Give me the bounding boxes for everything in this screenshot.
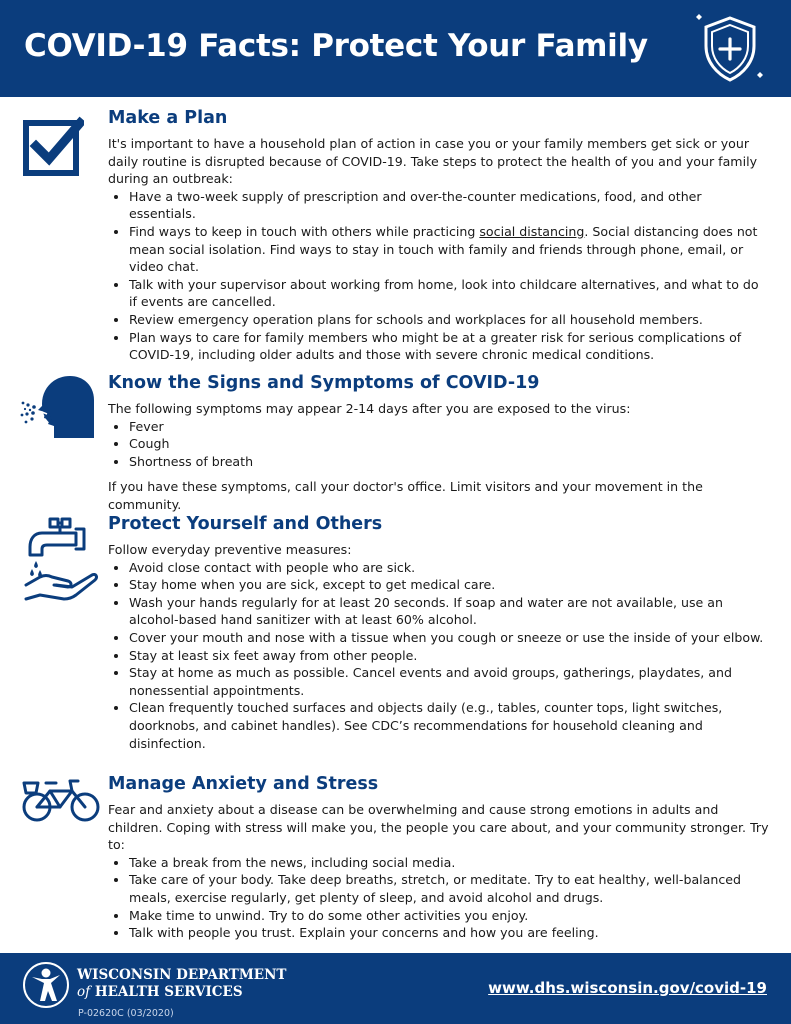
bicycle-icon: [20, 775, 102, 825]
list-item: • Stay at least six feet away from other people.: [129, 647, 770, 665]
checkbox-check-icon: [22, 116, 84, 178]
list-item: • Fever: [129, 418, 770, 436]
org-name: [77, 967, 286, 1001]
list-item: • Avoid close contact with people who are sick.: [129, 559, 770, 577]
section-title: Manage Anxiety and Stress: [108, 774, 379, 794]
bullet-list: [108, 559, 770, 753]
bullet-list: [108, 188, 770, 364]
coughing-person-icon: [20, 374, 100, 440]
section-intro: The following symptoms may appear 2-14 days after you are exposed to the virus:: [108, 401, 631, 416]
header-banner: [0, 0, 791, 97]
org-line-2-text: HEALTH SERVICES: [94, 984, 243, 1000]
list-item: • Cover your mouth and nose with a tissue when you cough or sneeze or use the inside of your elbow.: [129, 629, 770, 647]
list-item: [129, 223, 770, 276]
list-item: • Make time to unwind. Try to do some other activities you enjoy.: [129, 907, 770, 925]
list-item: • Plan ways to care for family members who might be at a greater risk for serious complications of COVID-19, including older adults and those with severe chronic medical conditions.: [129, 329, 770, 364]
org-line-2: [77, 984, 286, 1001]
section-intro: Fear and anxiety about a disease can be overwhelming and cause strong emotions in adults and children. Coping with stress will make you, the people you care about, and your community stronger. Try to:: [108, 802, 769, 853]
list-item: • Take care of your body. Take deep breaths, stretch, or meditate. Try to eat healthy, well-balanced meals, exercise regularly, get plenty of sleep, and avoid alcohol and drugs.: [129, 871, 770, 906]
section-title: Know the Signs and Symptoms of COVID-19: [108, 373, 540, 393]
dhs-person-logo-icon: [22, 961, 70, 1009]
list-item: • Clean frequently touched surfaces and objects daily (e.g., tables, counter tops, light switches, doorknobs, and cabinet handles). See CDC’s recommendations for household cleaning and disinfection.: [129, 699, 770, 752]
section-outro: If you have these symptoms, call your doctor's office. Limit visitors and your movement in the community.: [108, 479, 703, 512]
page-title: COVID-19 Facts: Protect Your Family: [24, 28, 648, 64]
list-item: • Stay home when you are sick, except to get medical care.: [129, 576, 770, 594]
list-item-text: . Social distancing does not mean social isolation. Find ways to stay in touch with family and friends through phone, email, or video chat.: [129, 223, 758, 275]
social-distancing-link[interactable]: social distancing: [479, 223, 585, 239]
section-title: Protect Yourself and Others: [108, 514, 383, 534]
org-of: of: [77, 984, 91, 1000]
shield-plus-icon: [690, 8, 770, 88]
list-item: • Have a two-week supply of prescription and over-the-counter medications, food, and other essentials.: [129, 188, 770, 223]
publication-code: P-02620C (03/2020): [78, 1008, 174, 1019]
list-item-text: Find ways to keep in touch with others while practicing: [129, 223, 480, 239]
list-item: • Cough: [129, 435, 770, 453]
website-link[interactable]: www.dhs.wisconsin.gov/covid-19: [488, 979, 767, 997]
list-item: • Talk with people you trust. Explain your concerns and how you are feeling.: [129, 924, 770, 942]
org-line-1: WISCONSIN DEPARTMENT: [77, 967, 287, 983]
list-item: • Wash your hands regularly for at least 20 seconds. If soap and water are not available, use an alcohol-based hand sanitizer with at least 60% alcohol.: [129, 594, 770, 629]
section-title: Make a Plan: [108, 108, 228, 128]
list-item: • Shortness of breath: [129, 453, 770, 471]
section-intro: Follow everyday preventive measures:: [108, 542, 352, 557]
section-intro: It's important to have a household plan of action in case you or your family members get sick or your daily routine is disrupted because of COVID-19. Take steps to protect the health of you and your family during an outbreak:: [108, 136, 758, 187]
list-item: • Review emergency operation plans for schools and workplaces for all household members.: [129, 311, 770, 329]
bullet-list: [108, 854, 770, 942]
bullet-list: [108, 418, 770, 471]
list-item: • Stay at home as much as possible. Cancel events and avoid groups, gatherings, playdates, and nonessential appointments.: [129, 664, 770, 699]
list-item: • Talk with your supervisor about working from home, look into childcare alternatives, and what to do if events are cancelled.: [129, 276, 770, 311]
list-item: • Take a break from the news, including social media.: [129, 854, 770, 872]
handwashing-faucet-icon: [20, 515, 102, 601]
